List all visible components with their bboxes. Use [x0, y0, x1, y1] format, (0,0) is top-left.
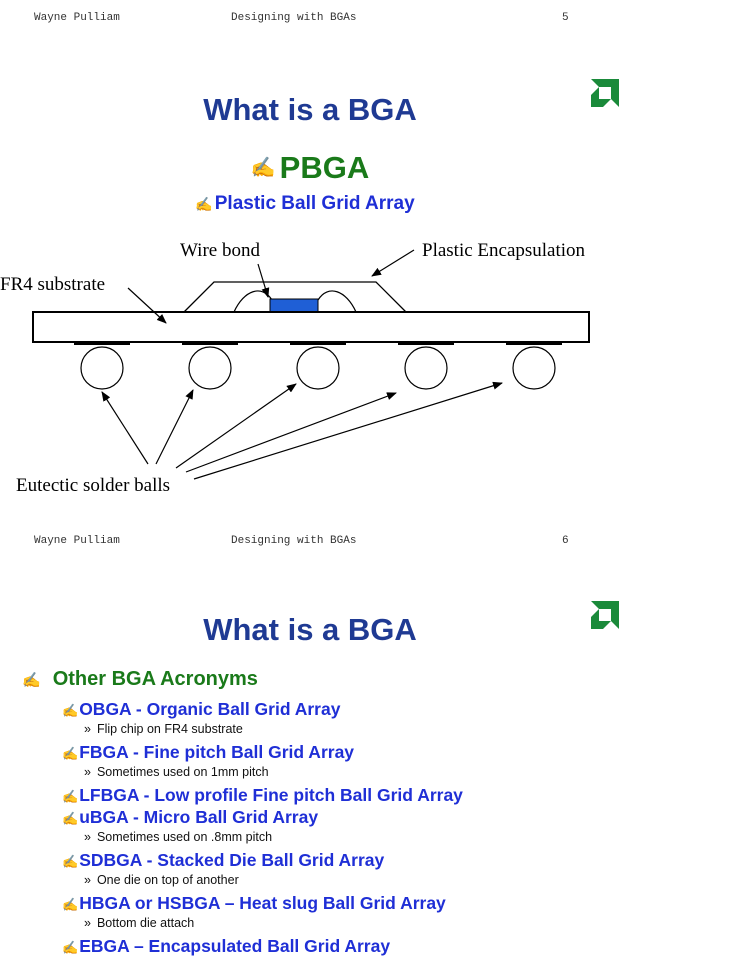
- page-header: [0, 12, 743, 32]
- list-item-note: » One die on top of another: [84, 873, 239, 887]
- header-page-number: 6: [562, 535, 569, 547]
- section-heading-text: Other BGA Acronyms: [52, 668, 258, 690]
- pad: [506, 342, 562, 345]
- writing-hand-icon: ✍: [195, 196, 213, 212]
- writing-hand-icon: ✍: [22, 672, 41, 689]
- page-header: [0, 535, 743, 555]
- list-item: ✍uBGA - Micro Ball Grid Array: [62, 806, 722, 828]
- header-page-number: 5: [562, 12, 569, 24]
- writing-hand-icon: ✍: [62, 789, 79, 804]
- wire-bond-left: [234, 291, 272, 312]
- pad: [74, 342, 130, 345]
- writing-hand-icon: ✍: [62, 940, 79, 955]
- wire-bond-label: Wire bond: [180, 240, 260, 261]
- header-author: Wayne Pulliam: [34, 535, 120, 547]
- ball-arrow: [186, 393, 396, 472]
- encapsulation-arrow: [372, 250, 414, 276]
- ball-arrow: [194, 383, 502, 479]
- plastic-encapsulation-label: Plastic Encapsulation: [422, 240, 586, 261]
- writing-hand-icon: ✍: [62, 854, 79, 869]
- ball-arrow: [102, 392, 148, 464]
- list-item: ✍LFBGA - Low profile Fine pitch Ball Grid Array: [62, 784, 722, 806]
- wire-bond-right: [318, 291, 356, 312]
- ball-arrow: [156, 390, 193, 464]
- pad: [182, 342, 238, 345]
- slide-title: What is a BGA: [203, 92, 417, 127]
- writing-hand-icon: ✍: [62, 746, 79, 761]
- writing-hand-icon: ✍: [62, 703, 79, 718]
- list-item: ✍FBGA - Fine pitch Ball Grid Array: [62, 741, 722, 763]
- pad: [290, 342, 346, 345]
- pbga-full-name: Plastic Ball Grid Array: [214, 193, 415, 214]
- fr4-substrate: [33, 312, 589, 342]
- solder-ball: [81, 347, 123, 389]
- die: [270, 299, 318, 312]
- pbga-heading: [0, 150, 620, 186]
- pbga-label: PBGA: [279, 150, 370, 185]
- list-item-note: » Sometimes used on .8mm pitch: [84, 830, 273, 844]
- acronym-list: [62, 698, 722, 957]
- slide-title: What is a BGA: [203, 612, 417, 647]
- solder-ball: [189, 347, 231, 389]
- list-item-note: » Sometimes used on 1mm pitch: [84, 765, 269, 779]
- list-item: ✍OBGA - Organic Ball Grid Array: [62, 698, 722, 720]
- list-item-note: » Flip chip on FR4 substrate: [84, 722, 243, 736]
- solder-ball: [513, 347, 555, 389]
- header-author: Wayne Pulliam: [34, 12, 120, 24]
- pbga-subheading: [0, 193, 610, 215]
- list-item-note: » Bottom die attach: [84, 916, 195, 930]
- ball-arrow: [176, 384, 296, 468]
- section-heading: [22, 668, 258, 691]
- solder-ball: [297, 347, 339, 389]
- fr4-substrate-label: FR4 substrate: [0, 274, 106, 295]
- list-item: ✍EBGA – Encapsulated Ball Grid Array: [62, 935, 722, 957]
- pbga-cross-section-diagram: [0, 225, 743, 500]
- list-item: ✍SDBGA - Stacked Die Ball Grid Array: [62, 849, 722, 871]
- writing-hand-icon: ✍: [62, 811, 79, 826]
- writing-hand-icon: ✍: [62, 897, 79, 912]
- list-item: ✍HBGA or HSBGA – Heat slug Ball Grid Array: [62, 892, 722, 914]
- writing-hand-icon: ✍: [250, 157, 276, 179]
- solder-ball: [405, 347, 447, 389]
- solder-balls-label: Eutectic solder balls: [16, 475, 171, 496]
- header-document-title: Designing with BGAs: [231, 12, 357, 24]
- header-document-title: Designing with BGAs: [231, 535, 357, 547]
- pad: [398, 342, 454, 345]
